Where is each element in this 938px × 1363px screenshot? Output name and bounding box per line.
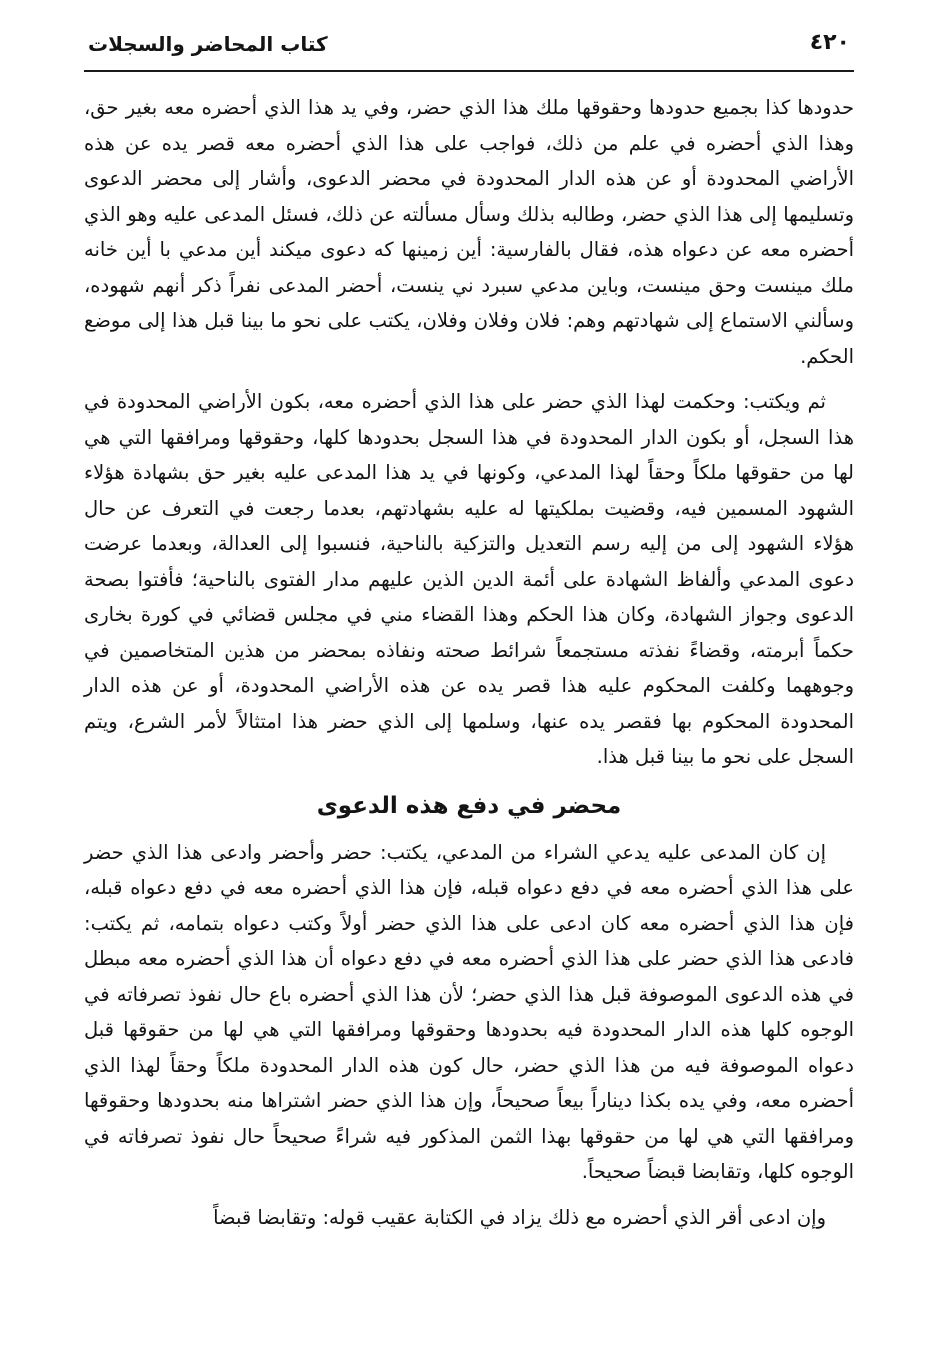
- page-number: ٤٢٠: [809, 30, 850, 55]
- book-page: [84, 24, 854, 1344]
- section-paragraph: وإن ادعى أقر الذي أحضره مع ذلك يزاد في الكتابة عقيب قوله: وتقابضا قبضاً: [213, 1205, 826, 1229]
- book-title: كتاب المحاضر والسجلات: [88, 32, 328, 56]
- section-heading: محضر في دفع هذه الدعوى: [316, 792, 622, 819]
- body-text: [84, 90, 854, 1235]
- paragraph-continued: حدودها كذا بجميع حدودها وحقوقها ملك هذا الذي حضر، وفي يد هذا الذي أحضره معه بغير حق، وهذا الذي أحضره في علم من ذلك، فواجب على هذا الذي أحضره معه قصر يده عن هذه الأراضي المحدودة أو عن هذه الدار المحدودة في محضر الدعوى، وأشار إلى محضر الدعوى وتسليمها إلى هذا الذي حضر، وطالبه بذلك وسأل مسألته عن ذلك، فسئل المدعى عليه وهو الذي أحضره معه عن دعواه هذه، فقال بالفارسية: أين زمينها كه دعوى ميكند أين مدعي با أين خانه ملك مينست وحق مينست، وباين مدعي سبرد ني ينست، أحضر المدعى نفراً ذكر أنهم شهوده، وسألني الاستماع إلى شهادتهم وهم: فلان وفلان وفلان، يكتب على نحو ما بينا قبل هذا إلى موضع الحكم.: [84, 96, 854, 368]
- paragraph-judgment: ثم ويكتب: وحكمت لهذا الذي حضر على هذا الذي أحضره معه، بكون الأراضي المحدودة في هذا السجل، أو بكون الدار المحدودة في هذا السجل بحدودها كلها، وحقوقها ومرافقها التي هي لها من حقوقها ملكاً وحقاً لهذا المدعي، وكونها في يد هذا المدعى عليه بغير حق بشهادة هؤلاء الشهود المسمين فيه، وقضيت بملكيتها له عليه بشهادتهم، بعدما رجعت في التعرف عن حال هؤلاء الشهود إلى من إليه رسم التعديل والتزكية بالناحية، فنسبوا إلى العدالة، وبعدما عرضت دعوى المدعي وألفاظ الشهادة على أئمة الدين الذين عليهم مدار الفتوى بالناحية؛ فأفتوا بصحة الدعوى وجواز الشهادة، وكان هذا الحكم وهذا القضاء مني في مجلس قضائي في كورة بخارى حكماً أبرمته، وقضاءً نفذته مستجمعاً شرائط صحته ونفاذه بمحضر من هذين المتخاصمين في وجوههما وكلفت المحكوم عليه هذا قصر يده عن هذه الأراضي المحدودة، أو عن هذه الدار المحدودة المحكوم بها فقصر يده عنها، وسلمها إلى الذي حضر هذا امتثالاً لأمر الشرع، ويتم السجل على نحو ما بينا قبل هذا.: [84, 390, 854, 768]
- running-header: [84, 24, 854, 72]
- section-paragraph: إن كان المدعى عليه يدعي الشراء من المدعي، يكتب: حضر وأحضر وادعى هذا الذي حضر على هذا الذي أحضره معه في دفع دعواه قبله، فإن هذا الذي أحضره معه في دفع دعواه قبله، فإن هذا الذي أحضره معه كان ادعى على هذا الذي حضر أولاً وكتب دعواه بتمامه، ثم يكتب: فادعى هذا الذي حضر على هذا الذي أحضره معه في دفع دعواه أن هذا الذي أحضره معه مبطل في هذه الدعوى الموصوفة قبل هذا الذي حضر؛ لأن هذا الذي أحضره باع حال نفوذ تصرفاته في الوجوه كلها هذه الدار المحدودة فيه بحدودها وحقوقها ومرافقها التي هي لها من حقوقها قبل دعواه الموصوفة فيه من هذا الذي حضر، حال كون هذه الدار المحدودة ملكاً وحقاً لهذا الذي أحضره معه، وفي يده بكذا ديناراً بيعاً صحيحاً، وإن هذا الذي حضر اشتراها منه بحدودها وحقوقها ومرافقها التي هي لها من حقوقها بهذا الثمن المذكور فيه شراءً صحيحاً حال نفوذ تصرفاته في الوجوه كلها، وتقابضا قبضاً صحيحاً.: [84, 840, 854, 1183]
